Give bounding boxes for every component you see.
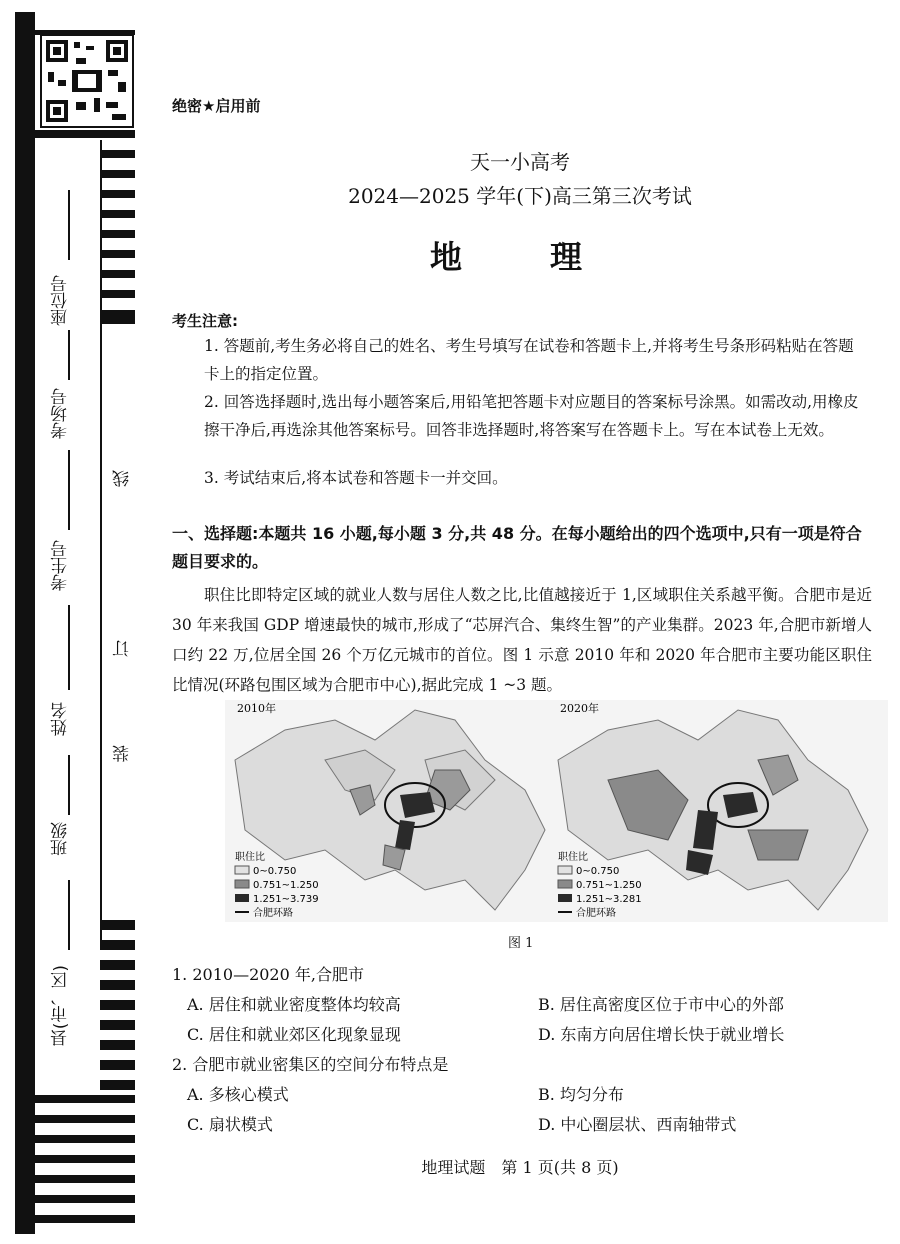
qr-code bbox=[40, 34, 134, 128]
map-2010 bbox=[225, 700, 565, 922]
legend-item: 合肥环路 bbox=[253, 908, 293, 919]
exam-title: 2024—2025 学年(下)高三第三次考试 bbox=[348, 184, 692, 208]
option-d: D. 中心圈层状、西南轴带式 bbox=[538, 1115, 737, 1134]
strip-rule bbox=[100, 140, 102, 940]
strip-bar bbox=[100, 150, 135, 158]
strip-bar bbox=[100, 1080, 135, 1090]
strip-bar bbox=[100, 1020, 135, 1030]
legend-item: 0.751~1.250 bbox=[253, 880, 319, 891]
option-c: C. 居住和就业郊区化现象显现 bbox=[187, 1025, 401, 1044]
question-stem: 1. 2010—2020 年,合肥市 bbox=[172, 965, 364, 984]
option-c: C. 扇状模式 bbox=[187, 1115, 273, 1134]
legend-item: 0~0.750 bbox=[253, 866, 297, 877]
strip-bar bbox=[100, 980, 135, 990]
section-heading: 一、选择题:本题共 16 小题,每小题 3 分,共 48 分。在每小题给出的四个选项中,只有一项是符合题目要求的。 bbox=[172, 524, 862, 571]
strip-bar bbox=[15, 1215, 135, 1223]
map-2020 bbox=[548, 700, 888, 922]
passage: 职住比即特定区域的就业人数与居住人数之比,比值越接近于 1,区域职住关系越平衡。合肥市是近 30 年来我国 GDP 增速最快的城市,形成了“芯屏汽合、集终生智”的产业集群。2023 年,合肥市新增人口约 22 万,位居全国 26 个万亿元城市的首位。图 1 示意 2010 年和 2020 年合肥市主要功能区职住比情况(环路包围区域为合肥市中心),据此完成 1 ~3 题。 bbox=[172, 586, 872, 694]
strip-bar bbox=[15, 1175, 135, 1183]
strip-bar bbox=[100, 960, 135, 970]
strip-bar bbox=[15, 1095, 135, 1103]
strip-bar bbox=[100, 190, 135, 198]
blank-line bbox=[68, 190, 70, 260]
blank-line bbox=[68, 755, 70, 815]
legend-item: 0.751~1.250 bbox=[576, 880, 642, 891]
room-label: 考场号 bbox=[51, 388, 71, 439]
legend-item: 1.251~3.739 bbox=[253, 894, 319, 905]
map-year: 2010年 bbox=[237, 702, 276, 715]
question-stem: 2. 合肥市就业密集区的空间分布特点是 bbox=[172, 1055, 449, 1074]
map-year: 2020年 bbox=[560, 702, 599, 715]
page-footer: 地理试题 第 1 页(共 8 页) bbox=[421, 1158, 619, 1177]
option-b: B. 均匀分布 bbox=[538, 1085, 624, 1104]
strip-bar bbox=[100, 310, 135, 324]
strip-bar bbox=[100, 170, 135, 178]
strip-bar bbox=[100, 940, 135, 950]
bind-mark: 装 bbox=[113, 745, 133, 762]
option-d: D. 东南方向居住增长快于就业增长 bbox=[538, 1025, 785, 1044]
blank-line bbox=[68, 330, 70, 380]
subject-title: 地 理 bbox=[429, 238, 610, 276]
class-label: 班级 bbox=[51, 822, 71, 856]
name-label: 姓名 bbox=[51, 702, 71, 736]
strip-bar bbox=[100, 210, 135, 218]
county-label: 县(市、区) bbox=[51, 965, 71, 1047]
strip-bar bbox=[100, 1000, 135, 1010]
strip-bar bbox=[15, 1195, 135, 1203]
strip-bar bbox=[15, 1115, 135, 1123]
notice-item: 1. 答题前,考生务必将自己的姓名、考生号填写在试卷和答题卡上,并将考生号条形码粘贴在答题卡上的指定位置。 bbox=[204, 337, 854, 383]
legend-title: 职住比 bbox=[235, 852, 265, 863]
strip-bar bbox=[15, 1155, 135, 1163]
legend-title: 职住比 bbox=[558, 852, 588, 863]
binding-strip bbox=[15, 12, 35, 1234]
strip-bar bbox=[100, 920, 135, 930]
notice-heading: 考生注意: bbox=[172, 312, 238, 330]
strip-bar bbox=[15, 30, 135, 35]
legend-item: 0~0.750 bbox=[576, 866, 620, 877]
blank-line bbox=[68, 450, 70, 530]
notice-item: 3. 考试结束后,将本试卷和答题卡一并交回。 bbox=[204, 469, 508, 487]
strip-bar bbox=[15, 130, 135, 138]
confidential-mark: 绝密★启用前 bbox=[172, 97, 261, 115]
blank-line bbox=[68, 605, 70, 690]
strip-bar bbox=[100, 250, 135, 258]
strip-bar bbox=[100, 1060, 135, 1070]
blank-line bbox=[68, 880, 70, 950]
strip-bar bbox=[100, 290, 135, 298]
seat-label: 座位号 bbox=[51, 275, 71, 326]
option-b: B. 居住高密度区位于市中心的外部 bbox=[538, 995, 784, 1014]
notice-item: 2. 回答选择题时,选出每小题答案后,用铅笔把答题卡对应题目的答案标号涂黑。如需改动,用橡皮擦干净后,再选涂其他答案标号。回答非选择题时,将答案写在答题卡上。写在本试卷上无效。 bbox=[204, 393, 859, 439]
strip-bar bbox=[100, 230, 135, 238]
staple-mark: 订 bbox=[113, 640, 133, 657]
strip-bar bbox=[15, 1135, 135, 1143]
strip-bar bbox=[100, 1040, 135, 1050]
exam-organizer: 天一小高考 bbox=[470, 150, 570, 174]
cut-line-mark: 线 bbox=[113, 470, 133, 487]
strip-bar bbox=[100, 270, 135, 278]
exam-number-label: 考生号 bbox=[51, 540, 71, 591]
legend-item: 1.251~3.281 bbox=[576, 894, 642, 905]
figure-caption: 图 1 bbox=[508, 936, 534, 951]
option-a: A. 多核心模式 bbox=[187, 1085, 289, 1104]
legend-item: 合肥环路 bbox=[576, 908, 616, 919]
option-a: A. 居住和就业密度整体均较高 bbox=[187, 995, 401, 1014]
